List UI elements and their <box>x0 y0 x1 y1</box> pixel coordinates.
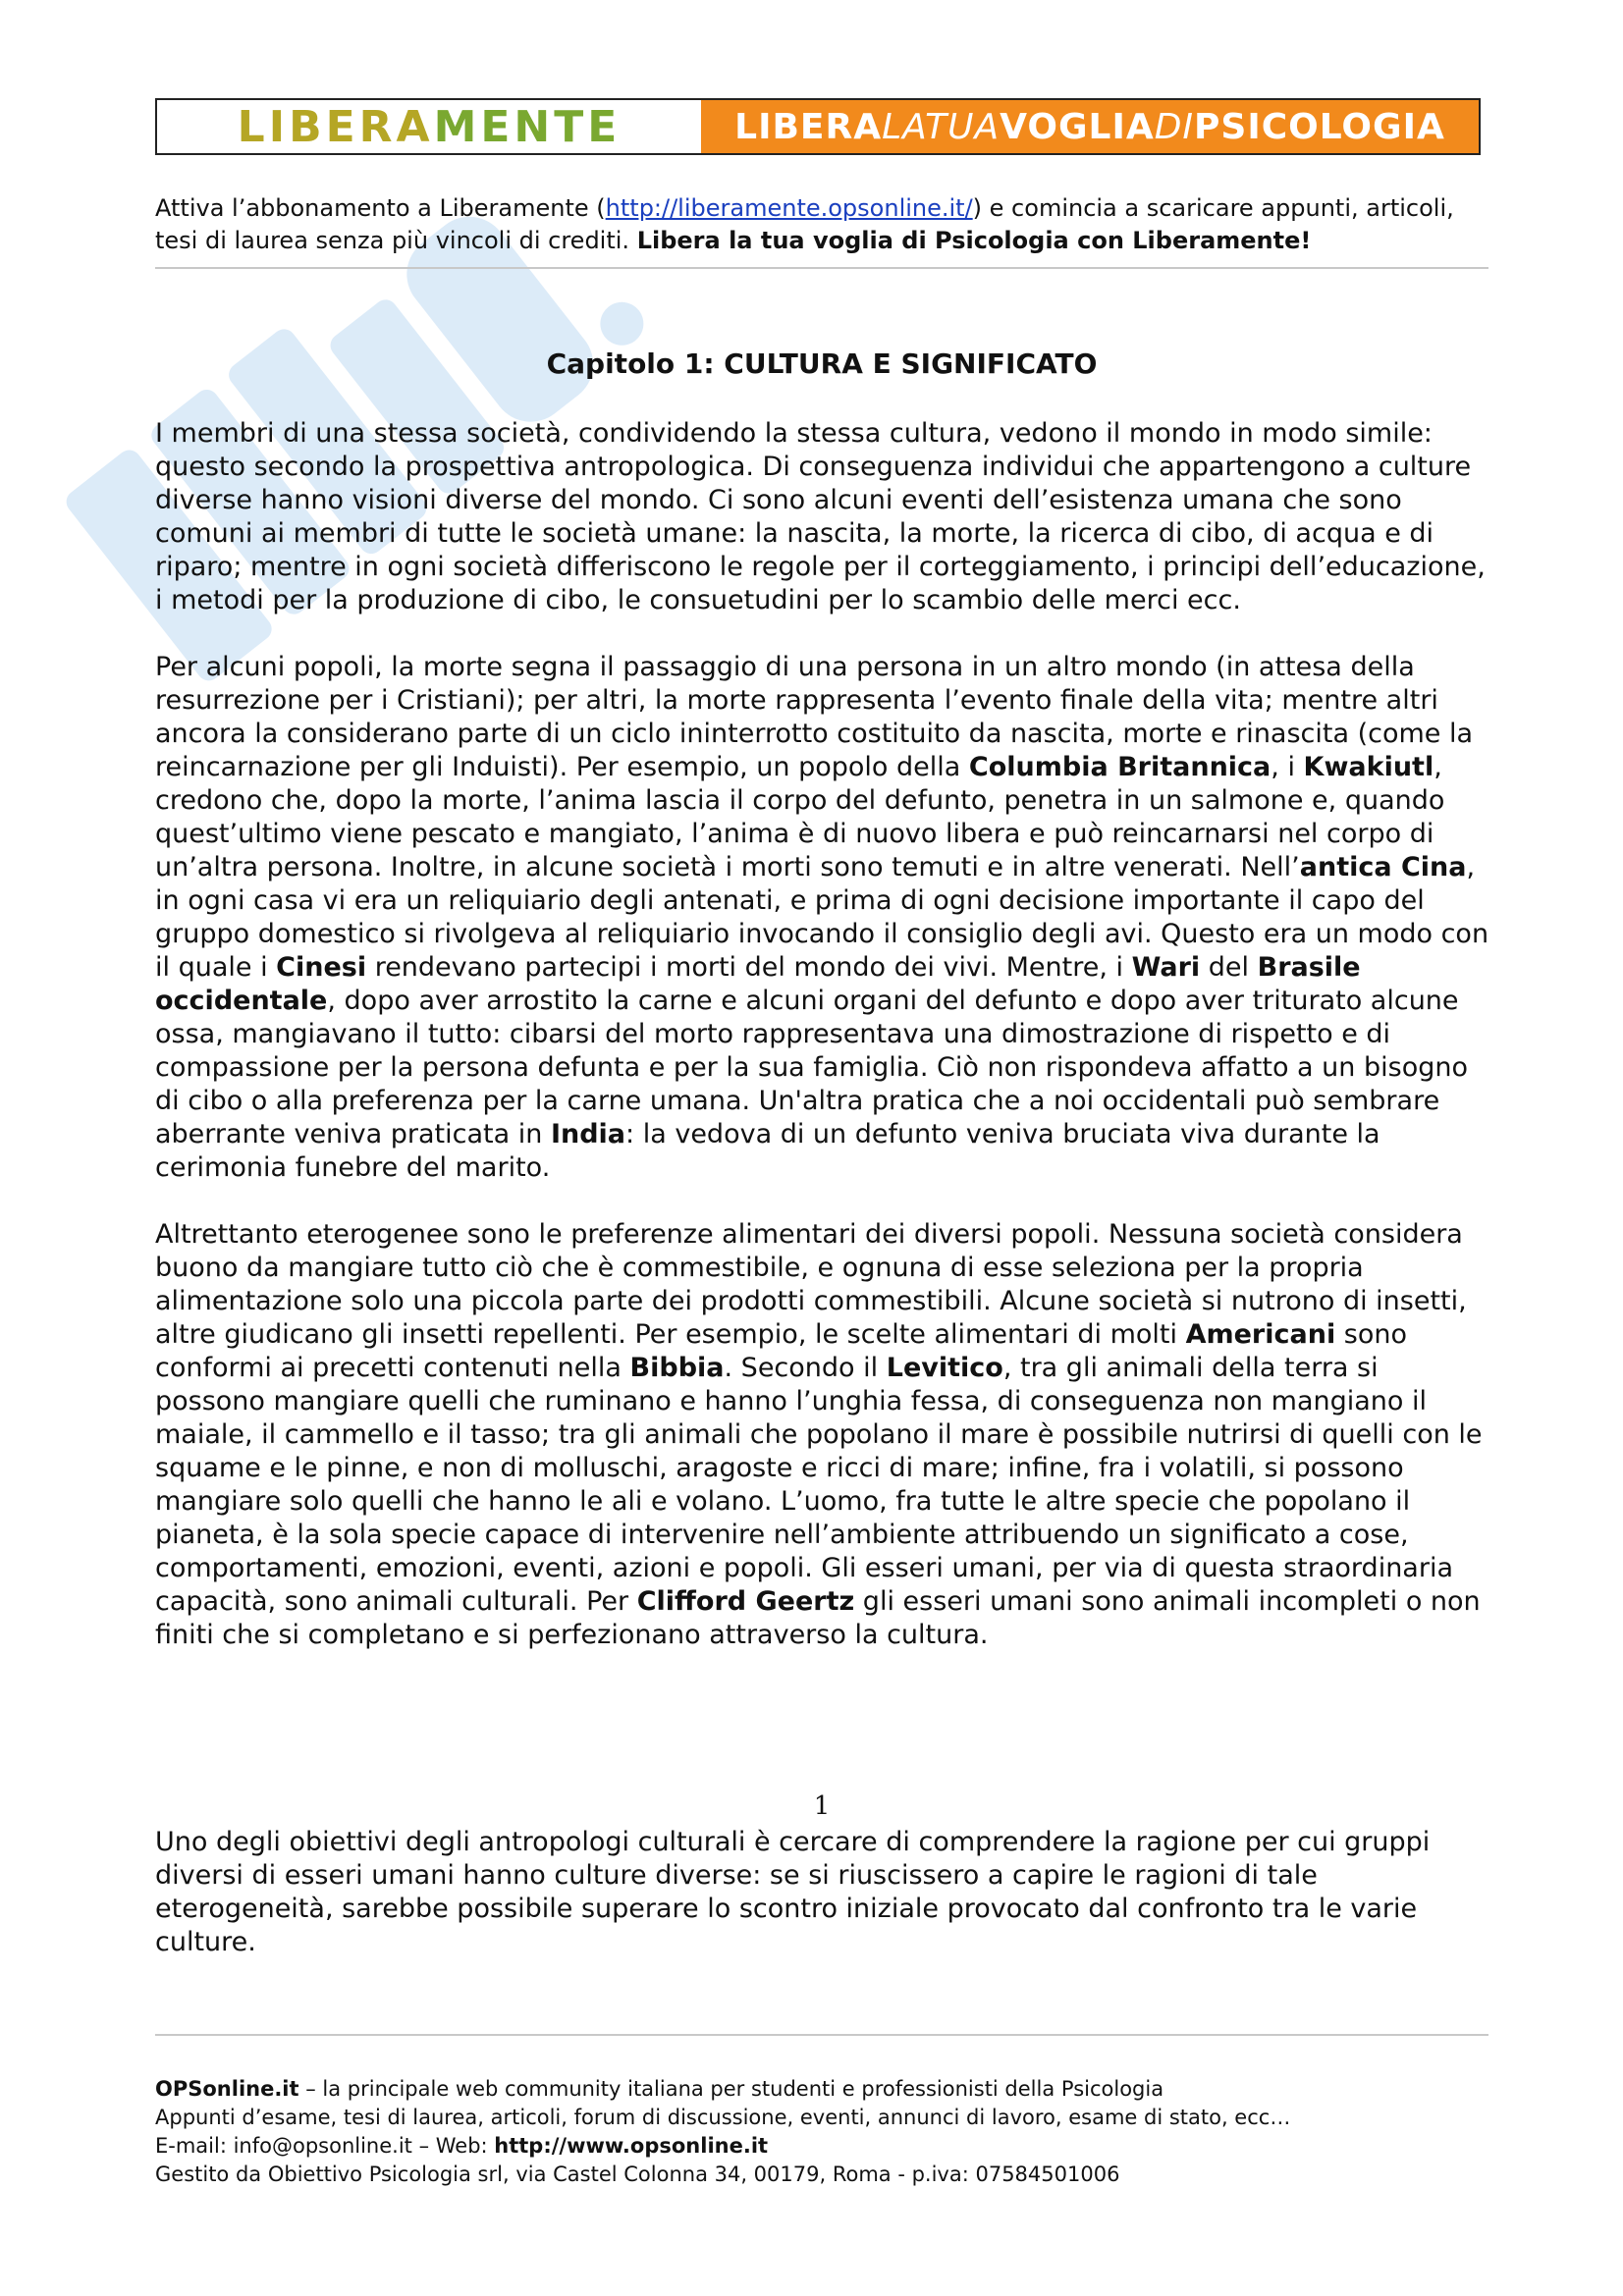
text-run: , credono che, dopo la morte, l’anima lascia il corpo del defunto, penetra in un salmone e, quando quest’ultimo viene pescato e mangiato, l’anima è di nuovo libera e può reincarnarsi nel corpo di un’altra persona. Inoltre, in alcune società i morti sono temuti e in altre venerati. Nell’ <box>155 752 1445 882</box>
text-run: del <box>1200 952 1258 983</box>
paragraph-1: I membri di una stessa società, condividendo la stessa cultura, vedono il mondo in modo simile: questo secondo la prospettiva antropologica. Di conseguenza individui che appartengono a culture diverse hanno visioni diverse del mondo. Ci sono alcuni eventi dell’esistenza umana che sono comuni ai membri di tutte le società umane: la nascita, la morte, la ricerca di cibo, di acqua e di riparo; mentre in ogni società differiscono le regole per il corteggiamento, i principi dell’educazione, i metodi per la produzione di cibo, le consuetudini per lo scambio delle merci ecc. <box>155 418 1486 615</box>
intro-text <box>155 192 1481 257</box>
liberamente-logo <box>157 100 701 153</box>
text-run: , tra gli animali della terra si possono mangiare quelli che ruminano e hanno l’unghia fessa, di conseguenza non mangiano il maiale, il cammello e il tasso; tra gli animali che popolano il mare è possibile nutrirsi di quelli con le squame e le pinne, e non di molluschi, aragoste e ricci di mare; infine, fra i volatili, si possono mangiare solo quelli che hanno le ali e volano. L’uomo, fra tutte le altre specie che popolano il pianeta, è la sola specie capace di intervenire nell’ambiente attribuendo un significato a cose, comportamenti, emozioni, eventi, azioni e popoli. Gli esseri umani, per via di questa straordinaria capacità, sono animali culturali. Per <box>155 1353 1483 1617</box>
term-columbia-britannica: Columbia Britannica <box>968 752 1271 782</box>
text-run: : la vedova di un defunto veniva bruciata viva durante la cerimonia funebre del marito. <box>155 1119 1380 1183</box>
term-kwakiutl: Kwakiutl <box>1303 752 1434 782</box>
footer-brand: OPSonline.it <box>155 2077 299 2101</box>
chapter-title: Capitolo 1: CULTURA E SIGNIFICATO <box>546 347 1098 380</box>
liberamente-link[interactable]: http://liberamente.opsonline.it/ <box>605 194 973 222</box>
banner-slogan <box>701 100 1479 153</box>
text-run: , dopo aver arrostito la carne e alcuni organi del defunto e dopo aver triturato alcune ossa, mangiavano il tutto: cibarsi del morto rappresentava una dimostrazione di rispetto e di compassione per la persona defunta e per la sua famiglia. Ciò non rispondeva affatto a un bisogno di cibo o alla preferenza per la carne umana. Un'altra pratica che a noi occidentali può sembrare aberrante veniva praticata in <box>155 986 1468 1149</box>
slogan-part: LIBERA <box>734 106 883 147</box>
term-levitico: Levitico <box>886 1353 1003 1383</box>
text-run: , i <box>1271 752 1304 782</box>
text-run: Altrettanto eterogenee sono le preferenze alimentari dei diversi popoli. Nessuna società considera buono da mangiare tutto ciò che è commestibile, e ognuna di esse seleziona per la propria alimentazione solo una piccola parte dei prodotti commestibili. Alcune società si nutrono di insetti, altre giudicano gli insetti repellenti. Per esempio, le scelte alimentari di molti <box>155 1219 1467 1350</box>
slogan-part: PSICOLOGIA <box>1194 106 1445 147</box>
footer-divider <box>155 2034 1488 2036</box>
term-americani: Americani <box>1185 1319 1336 1350</box>
slogan-part: DI <box>1154 106 1195 147</box>
footer-line-1 <box>155 2075 1488 2104</box>
divider <box>155 267 1488 269</box>
term-bibbia: Bibbia <box>629 1353 725 1383</box>
term-wari: Wari <box>1131 952 1201 983</box>
text-run: , in ogni casa vi era un reliquiario degli antenati, e prima di ogni decisione importante il capo del gruppo domestico si rivolgeva al reliquiario invocando il consiglio degli avi. Questo era un modo con il quale i <box>155 852 1489 983</box>
footer-line-2: Appunti d’esame, tesi di laurea, articoli, forum di discussione, eventi, annunci di lavoro, esame di stato, ecc… <box>155 2106 1291 2129</box>
text-run: . Secondo il <box>724 1353 887 1383</box>
footer <box>155 2075 1488 2189</box>
footer-web-link[interactable]: http://www.opsonline.it <box>494 2134 769 2158</box>
paragraph-4: Uno degli obiettivi degli antropologi culturali è cercare di comprendere la ragione per cui gruppi diversi di esseri umani hanno culture diverse: se si riuscissero a capire le ragioni di tale eterogeneità, sarebbe possibile superare lo scontro iniziale provocato dal confronto tra le varie culture. <box>155 1827 1431 1957</box>
text-run: Per alcuni popoli, la morte segna il passaggio di una persona in un altro mondo (in attesa della resurrezione per i Cristiani); per altri, la morte rappresenta l’evento finale della vita; mentre altri ancora la considerano parte di un ciclo ininterrotto costituito da nascita, morte e rinascita (come la reincarnazione per gli Induisti). Per esempio, un popolo della <box>155 652 1474 782</box>
text-run: rendevano partecipi i morti del mondo dei vivi. Mentre, i <box>366 952 1132 983</box>
continued-content <box>155 1826 1490 1993</box>
main-content <box>155 417 1490 1685</box>
footer-line-4: Gestito da Obiettivo Psicologia srl, via Castel Colonna 34, 00179, Roma - p.iva: 07584501006 <box>155 2163 1120 2186</box>
footer-text: E-mail: info@opsonline.it – Web: <box>155 2134 495 2158</box>
slogan-part: VOGLIA <box>1000 106 1155 147</box>
footer-text: – la principale web community italiana per studenti e professionisti della Psicologia <box>298 2077 1164 2101</box>
intro-slogan: Libera la tua voglia di Psicologia con Liberamente! <box>636 227 1312 254</box>
slogan-part: LATUA <box>882 106 1001 147</box>
footer-line-3 <box>155 2132 1488 2161</box>
paragraph-3 <box>155 1218 1490 1652</box>
intro-text-part: ) e comincia a scaricare appunti, articoli, tesi di laurea senza più vincoli di crediti. <box>155 194 1454 254</box>
logo-libera: LIBERA <box>237 101 434 152</box>
text-run: gli esseri umani sono animali incompleti o non finiti che si completano e si perfezionano attraverso la cultura. <box>155 1586 1481 1650</box>
term-india: India <box>550 1119 626 1149</box>
term-antica-cina: antica Cina <box>1299 852 1467 882</box>
term-cinesi: Cinesi <box>276 952 367 983</box>
paragraph-2 <box>155 651 1490 1185</box>
term-brasile-occidentale: Brasile occidentale <box>155 952 1361 1016</box>
intro-text-part: Attiva l’abbonamento a Liberamente ( <box>155 194 606 222</box>
term-clifford-geertz: Clifford Geertz <box>636 1586 855 1617</box>
logo-mente: MENTE <box>433 101 622 152</box>
text-run: sono conformi ai precetti contenuti nella <box>155 1319 1408 1383</box>
liberamente-banner[interactable] <box>155 98 1481 155</box>
page-number: 1 <box>813 1791 831 1821</box>
